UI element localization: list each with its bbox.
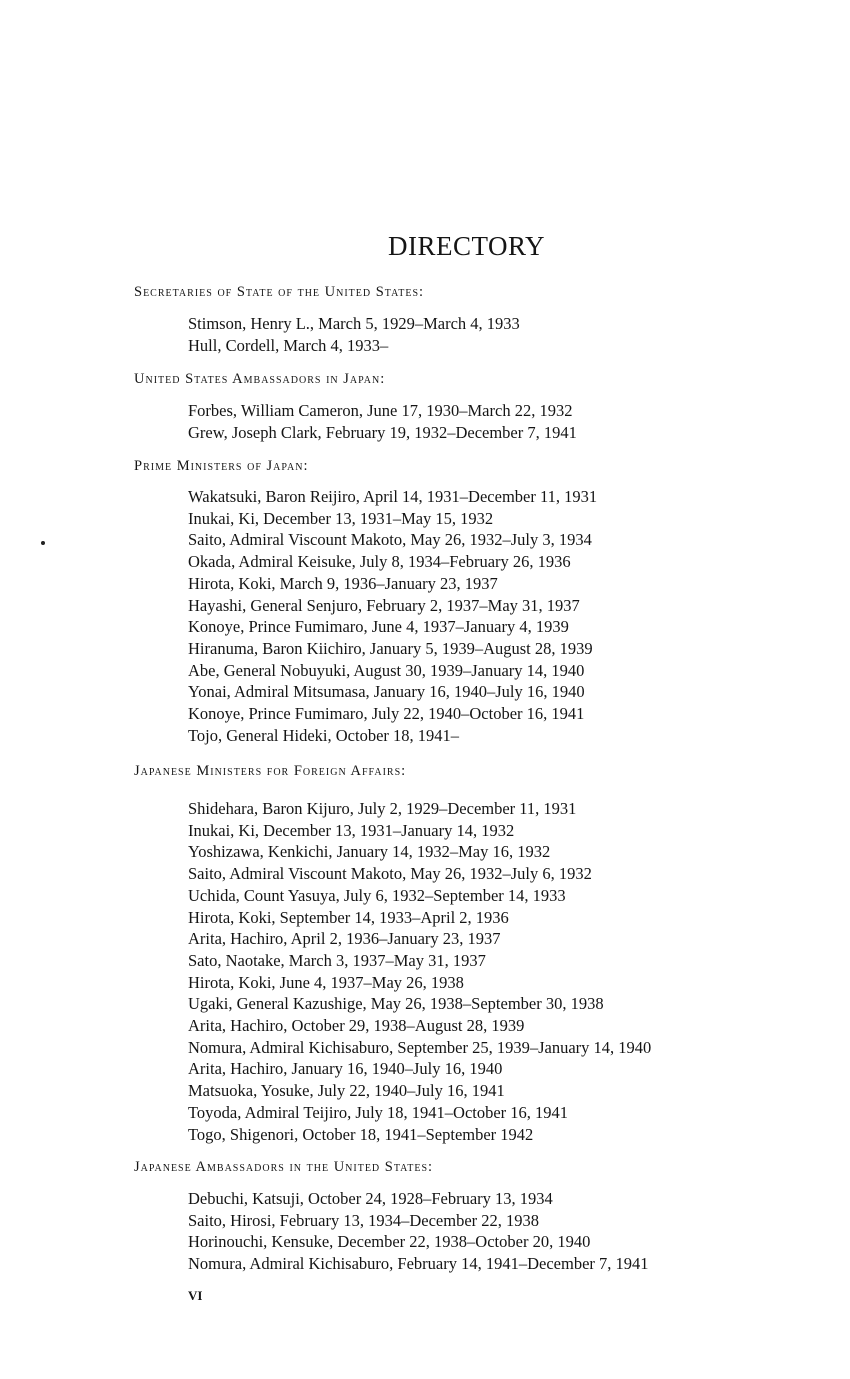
list-item: Arita, Hachiro, April 2, 1936–January 23, 1937 [188, 929, 501, 949]
list-item: Forbes, William Cameron, June 17, 1930–March 22, 1932 [188, 401, 573, 420]
list-item: Tojo, General Hideki, October 18, 1941– [188, 725, 460, 745]
list-item: Grew, Joseph Clark, February 19, 1932–December 7, 1941 [188, 422, 577, 442]
list-item: Saito, Hirosi, February 13, 1934–December 22, 1938 [188, 1210, 540, 1230]
list-item: Hirota, Koki, March 9, 1936–January 23, 1937 [188, 573, 498, 593]
list-item: Stimson, Henry L., March 5, 1929–March 4, 1933 [188, 314, 520, 333]
list-item: Uchida, Count Yasuya, July 6, 1932–September 14, 1933 [188, 885, 566, 905]
secretaries-of-state-list [188, 313, 520, 356]
list-item: Togo, Shigenori, October 18, 1941–September 1942 [188, 1124, 534, 1144]
prime-ministers-list [188, 486, 597, 746]
page-title: DIRECTORY [388, 231, 546, 261]
list-item: Sato, Naotake, March 3, 1937–May 31, 1937 [188, 950, 486, 970]
list-item: Yoshizawa, Kenkichi, January 14, 1932–May 16, 1932 [188, 842, 551, 862]
section-heading-prime-ministers: Prime Ministers of Japan: [134, 458, 309, 474]
list-item: Toyoda, Admiral Teijiro, July 18, 1941–October 16, 1941 [188, 1102, 569, 1122]
list-item: Wakatsuki, Baron Reijiro, April 14, 1931–December 11, 1931 [188, 487, 598, 506]
section-heading-secretaries-of-state: Secretaries of State of the United States: [134, 284, 425, 300]
list-item: Inukai, Ki, December 13, 1931–January 14, 1932 [188, 820, 515, 840]
list-item: Hayashi, General Senjuro, February 2, 1937–May 31, 1937 [188, 595, 580, 615]
list-item: Arita, Hachiro, January 16, 1940–July 16, 1940 [188, 1059, 503, 1079]
list-item: Abe, General Nobuyuki, August 30, 1939–January 14, 1940 [188, 660, 585, 680]
list-item: Horinouchi, Kensuke, December 22, 1938–October 20, 1940 [188, 1232, 591, 1252]
list-item: Konoye, Prince Fumimaro, June 4, 1937–January 4, 1939 [188, 617, 569, 637]
list-item: Hirota, Koki, June 4, 1937–May 26, 1938 [188, 972, 464, 992]
section-heading-japanese-ambassadors: Japanese Ambassadors in the United States: [134, 1159, 434, 1175]
us-ambassadors-list [188, 400, 577, 443]
margin-dot-mark [41, 541, 45, 545]
list-item: Yonai, Admiral Mitsumasa, January 16, 1940–July 16, 1940 [188, 682, 585, 702]
section-heading-us-ambassadors: United States Ambassadors in Japan: [134, 371, 386, 387]
list-item: Nomura, Admiral Kichisaburo, February 14, 1941–December 7, 1941 [188, 1254, 649, 1274]
list-item: Inukai, Ki, December 13, 1931–May 15, 1932 [188, 508, 494, 528]
list-item: Nomura, Admiral Kichisaburo, September 25, 1939–January 14, 1940 [188, 1037, 652, 1057]
japanese-ambassadors-list [188, 1188, 649, 1275]
list-item: Okada, Admiral Keisuke, July 8, 1934–February 26, 1936 [188, 552, 571, 572]
list-item: Arita, Hachiro, October 29, 1938–August 28, 1939 [188, 1016, 525, 1036]
list-item: Saito, Admiral Viscount Makoto, May 26, 1932–July 3, 1934 [188, 530, 592, 550]
list-item: Konoye, Prince Fumimaro, July 22, 1940–October 16, 1941 [188, 704, 585, 724]
list-item: Hirota, Koki, September 14, 1933–April 2, 1936 [188, 907, 509, 927]
section-heading-foreign-ministers: Japanese Ministers for Foreign Affairs: [134, 763, 407, 779]
list-item: Shidehara, Baron Kijuro, July 2, 1929–December 11, 1931 [188, 799, 577, 818]
foreign-ministers-list [188, 798, 651, 1145]
list-item: Debuchi, Katsuji, October 24, 1928–February 13, 1934 [188, 1189, 553, 1208]
list-item: Hull, Cordell, March 4, 1933– [188, 335, 389, 355]
list-item: Ugaki, General Kazushige, May 26, 1938–September 30, 1938 [188, 994, 604, 1014]
list-item: Saito, Admiral Viscount Makoto, May 26, 1932–July 6, 1932 [188, 864, 592, 884]
list-item: Matsuoka, Yosuke, July 22, 1940–July 16, 1941 [188, 1081, 505, 1101]
page-number: VI [188, 1288, 203, 1303]
list-item: Hiranuma, Baron Kiichiro, January 5, 1939–August 28, 1939 [188, 638, 593, 658]
